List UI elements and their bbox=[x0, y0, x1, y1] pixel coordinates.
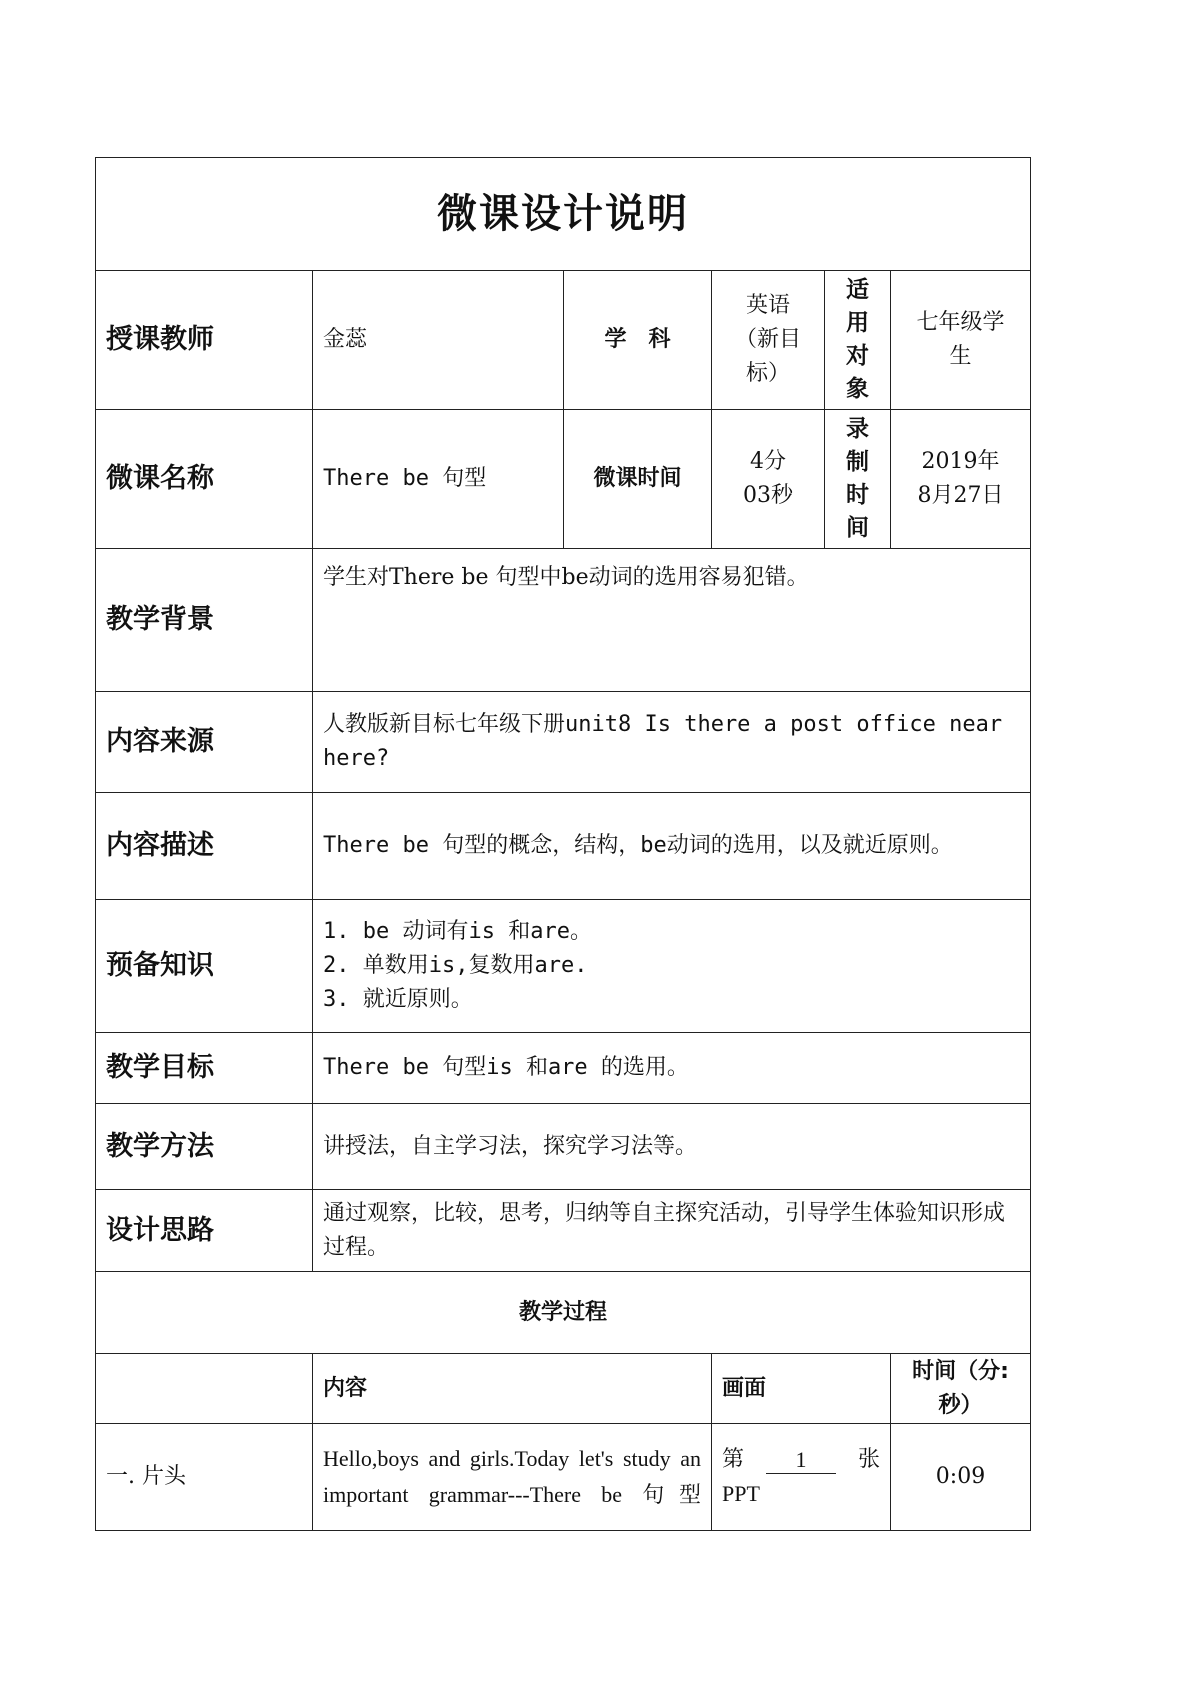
process-row-content: Hello,boys and girls.Today let's study an important grammar---There be 句型 bbox=[313, 1424, 712, 1531]
duration-label: 微课时间 bbox=[564, 410, 712, 549]
course-name-label: 微课名称 bbox=[96, 410, 313, 549]
process-title: 教学过程 bbox=[96, 1272, 1031, 1354]
course-design-table bbox=[95, 157, 1031, 1531]
design-label: 设计思路 bbox=[96, 1190, 313, 1272]
vertical-char: 象 bbox=[846, 376, 869, 402]
screen-unit: PPT bbox=[722, 1481, 760, 1506]
record-date-day: 8月27日 bbox=[917, 483, 1004, 508]
process-header-screen: 画面 bbox=[712, 1354, 891, 1424]
method-label: 教学方法 bbox=[96, 1104, 313, 1190]
teacher-name: 金蕊 bbox=[313, 271, 564, 410]
description-label: 内容描述 bbox=[96, 793, 313, 900]
process-header-content: 内容 bbox=[313, 1354, 712, 1424]
prior-knowledge-list bbox=[313, 900, 1031, 1033]
vertical-char: 对 bbox=[846, 343, 869, 369]
design-value: 通过观察，比较，思考，归纳等自主探究活动，引导学生体验知识形成过程。 bbox=[313, 1190, 1031, 1272]
description-value: There be 句型的概念，结构，be动词的选用，以及就近原则。 bbox=[313, 793, 1031, 900]
background-label: 教学背景 bbox=[96, 549, 313, 692]
record-value bbox=[891, 410, 1031, 549]
source-value: 人教版新目标七年级下册unit8 Is there a post office near here? bbox=[313, 692, 1031, 793]
record-label bbox=[825, 410, 891, 549]
subject-value: 英语（新目标） bbox=[712, 271, 825, 410]
prior-knowledge-label: 预备知识 bbox=[96, 900, 313, 1033]
list-item: 2. 单数用is,复数用are. bbox=[323, 953, 588, 978]
process-header-time: 时间（分:秒） bbox=[891, 1354, 1031, 1424]
process-header-stage bbox=[96, 1354, 313, 1424]
goal-value: There be 句型is 和are 的选用。 bbox=[313, 1033, 1031, 1104]
target-value: 七年级学生 bbox=[891, 271, 1031, 410]
vertical-char: 间 bbox=[846, 515, 869, 541]
course-name-value: There be 句型 bbox=[313, 410, 564, 549]
teacher-label: 授课教师 bbox=[96, 271, 313, 410]
process-row-time: 0:09 bbox=[891, 1424, 1031, 1531]
vertical-char: 时 bbox=[846, 482, 869, 508]
process-row-screen bbox=[712, 1424, 891, 1531]
method-value: 讲授法，自主学习法，探究学习法等。 bbox=[313, 1104, 1031, 1190]
vertical-char: 用 bbox=[846, 310, 869, 336]
target-label bbox=[825, 271, 891, 410]
screen-suffix: 张 bbox=[857, 1447, 880, 1472]
vertical-char: 制 bbox=[846, 449, 869, 475]
page-title: 微课设计说明 bbox=[96, 158, 1031, 271]
list-item: 1. be 动词有is 和are。 bbox=[323, 919, 592, 944]
list-item: 3. 就近原则。 bbox=[323, 987, 473, 1012]
screen-number: 1 bbox=[766, 1447, 836, 1474]
screen-prefix: 第 bbox=[722, 1447, 745, 1472]
source-label: 内容来源 bbox=[96, 692, 313, 793]
process-row-stage: 一. 片头 bbox=[96, 1424, 313, 1531]
vertical-char: 录 bbox=[846, 416, 869, 442]
background-value: 学生对There be 句型中be动词的选用容易犯错。 bbox=[313, 549, 1031, 692]
subject-label: 学 科 bbox=[564, 271, 712, 410]
record-date-year: 2019年 bbox=[921, 449, 1000, 474]
goal-label: 教学目标 bbox=[96, 1033, 313, 1104]
duration-value: 4分03秒 bbox=[712, 410, 825, 549]
vertical-char: 适 bbox=[846, 277, 869, 303]
